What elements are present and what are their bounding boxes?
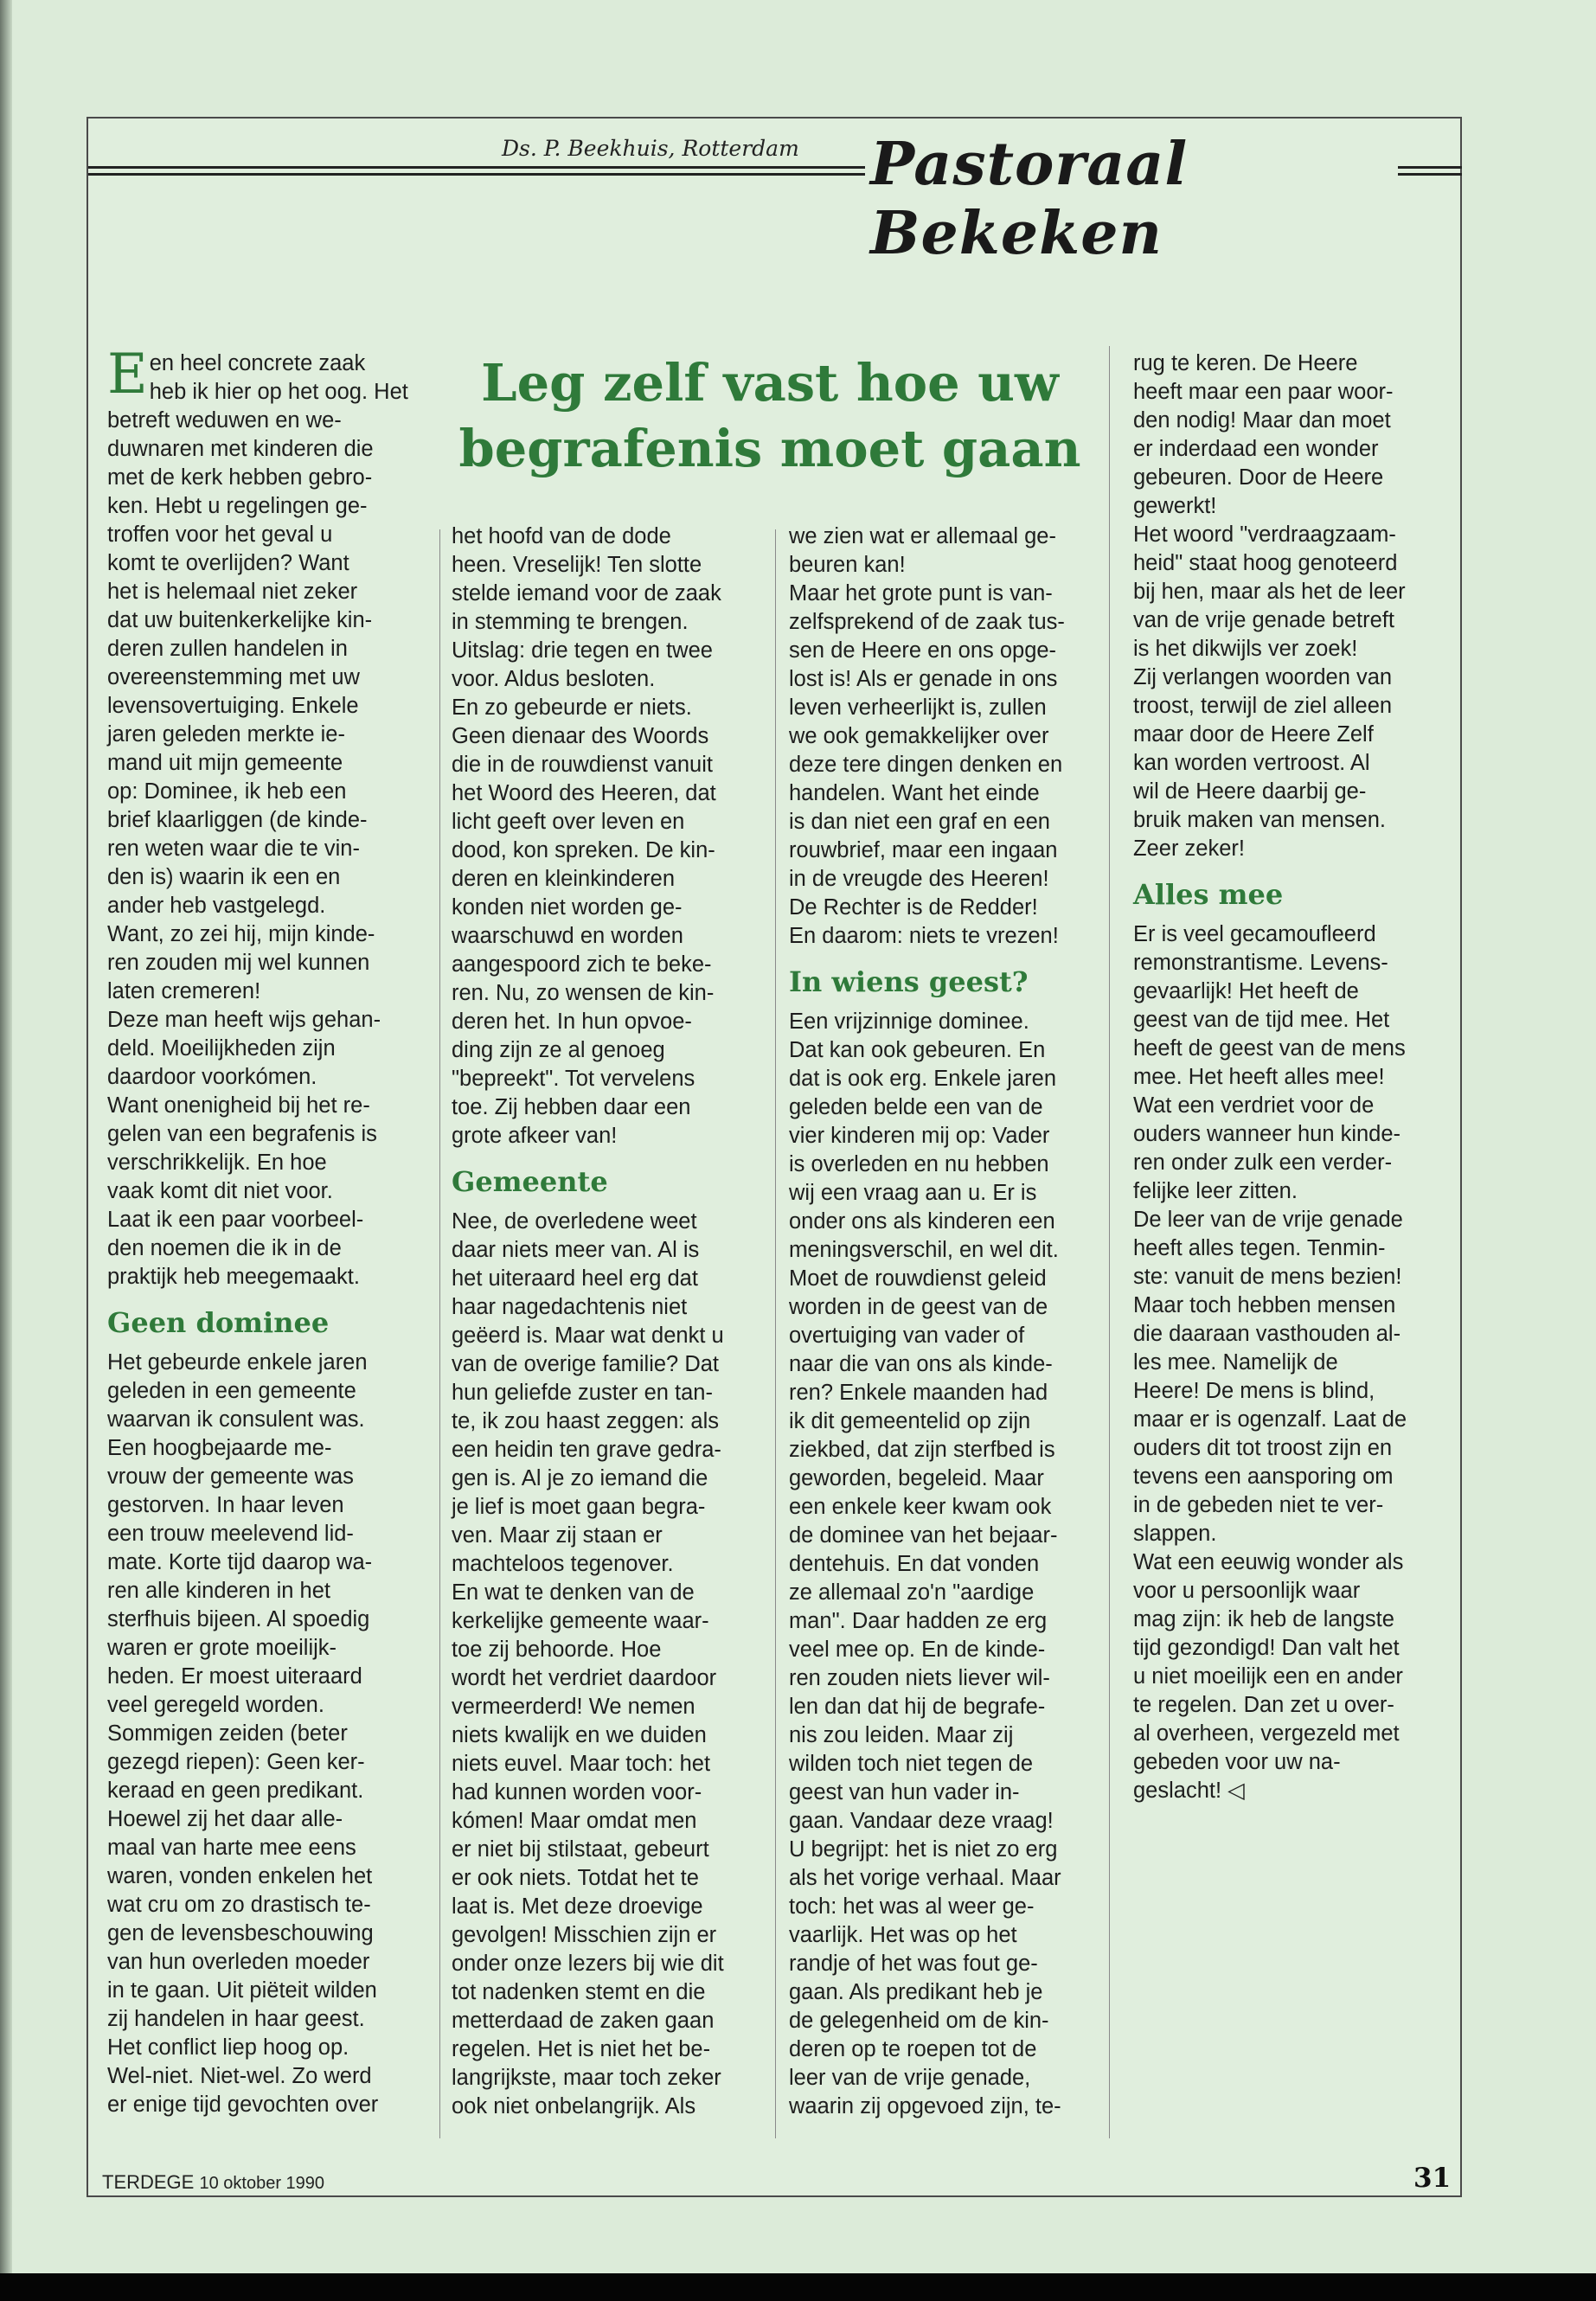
section-heading-in-wiens-geest: In wiens geest? [789, 965, 1029, 998]
text-line: felijke leer zitten. [1133, 1179, 1298, 1203]
text-line: levensovertuiging. Enkele [107, 694, 359, 718]
text-line: kómen! Maar omdat men [452, 1809, 697, 1833]
text-line: ren. Nu, zo wensen de kin- [452, 981, 715, 1005]
text-line: ook niet onbelangrijk. Als [452, 2094, 696, 2118]
text-line: sterfhuis bijeen. Al spoedig [107, 1607, 370, 1631]
text-line: ouders dit tot troost zijn en [1133, 1436, 1393, 1460]
text-line: voor. Aldus besloten. [452, 667, 656, 691]
text-line: betreft weduwen en we- [107, 408, 342, 433]
text-line: Wat een verdriet voor de [1133, 1093, 1375, 1118]
text-line: van hun overleden moeder [107, 1950, 370, 1974]
text-line: ren zouden mij wel kunnen [107, 951, 370, 975]
text-line: mand uit mijn gemeente [107, 751, 343, 775]
text-line: ren onder zulk een verder- [1133, 1150, 1393, 1175]
text-line: we zien wat er allemaal ge- [789, 524, 1056, 548]
text-line: De leer van de vrije genade [1133, 1208, 1403, 1232]
text-line: deren en kleinkinderen [452, 867, 676, 891]
text-line: verschrikkelijk. En hoe [107, 1150, 327, 1175]
text-line: veel geregeld worden. [107, 1693, 324, 1717]
text-line: heden. Er moest uiteraard [107, 1664, 362, 1689]
article-headline [450, 350, 1090, 482]
text-line: vaarlijk. Het was op het [789, 1923, 1017, 1947]
text-line: geest van hun vader in- [789, 1780, 1020, 1804]
text-line: "bepreekt". Tot vervelens [452, 1067, 695, 1091]
text-line: machteloos tegenover. [452, 1552, 674, 1576]
text-line: waarin zij opgevoed zijn, te- [789, 2094, 1061, 2118]
text-line: nis zou leiden. Maar zij [789, 1723, 1014, 1747]
text-line: Het conflict liep hoog op. [107, 2035, 349, 2060]
text-line: gestorven. In haar leven [107, 1493, 344, 1517]
text-line: Nee, de overledene weet [452, 1209, 697, 1234]
text-line: geslacht! ◁ [1133, 1779, 1245, 1803]
text-line: toch: het was al weer ge- [789, 1894, 1035, 1919]
text-line: remonstrantisme. Levens- [1133, 951, 1388, 975]
text-line: maar door de Heere Zelf [1133, 722, 1374, 747]
text-line: een trouw meelevend lid- [107, 1522, 354, 1546]
text-line: geleden in een gemeente [107, 1379, 356, 1403]
section-heading-geen-dominee: Geen dominee [107, 1306, 330, 1339]
text-line: ven. Maar zij staan er [452, 1523, 663, 1548]
text-line: vaak komt dit niet voor. [107, 1179, 333, 1203]
text-line: den noemen die ik in de [107, 1236, 342, 1260]
text-line: geëerd is. Maar wat denkt u [452, 1324, 724, 1348]
text-line: te regelen. Dan zet u over- [1133, 1693, 1394, 1717]
text-line: het Woord des Heeren, dat [452, 781, 716, 805]
text-line: zelfsprekend of de zaak tus- [789, 610, 1065, 634]
text-line: Er is veel gecamoufleerd [1133, 922, 1376, 946]
text-line: mee. Het heeft alles mee! [1133, 1065, 1385, 1089]
text-line: waren, vonden enkelen het [107, 1864, 373, 1888]
text-line: Moet de rouwdienst geleid [789, 1266, 1047, 1291]
text-line: wordt het verdriet daardoor [452, 1666, 717, 1690]
text-line: geworden, begeleid. Maar [789, 1466, 1044, 1490]
text-line: Want, zo zei hij, mijn kinde- [107, 922, 375, 946]
text-line: te, ik zou haast zeggen: als [452, 1409, 720, 1433]
text-line: onder ons als kinderen een [789, 1209, 1055, 1234]
text-line: geest van de tijd mee. Het [1133, 1008, 1390, 1032]
text-line: ste: vanuit de mens bezien! [1133, 1265, 1402, 1289]
text-line: naar die van ons als kinde- [789, 1352, 1053, 1376]
text-line: heeft maar een paar woor- [1133, 380, 1394, 404]
text-line: dood, kon spreken. De kin- [452, 838, 715, 862]
text-line: dat is ook erg. Enkele jaren [789, 1067, 1057, 1091]
text-line: dat uw buitenkerkelijke kin- [107, 608, 373, 632]
paragraph-intro [107, 343, 436, 1292]
text-line: Wel-niet. Niet-wel. Zo werd [107, 2064, 372, 2088]
text-line: leven verheerlijkt is, zullen [789, 695, 1047, 720]
text-line: heeft de geest van de mens [1133, 1036, 1406, 1061]
text-line: is het dikwijls ver zoek! [1133, 637, 1358, 661]
text-line: leer van de vrije genade, [789, 2066, 1031, 2090]
text-line: die in de rouwdienst vanuit [452, 753, 713, 777]
text-line: Hoewel zij het daar alle- [107, 1807, 343, 1831]
column-3 [789, 522, 1109, 2121]
scan-bottom-bar [0, 2273, 1596, 2301]
text-line: stelde iemand voor de zaak [452, 581, 721, 606]
text-line: brief klaarliggen (de kinde- [107, 808, 368, 832]
text-line: had kunnen worden voor- [452, 1780, 702, 1804]
text-line: metterdaad de zaken gaan [452, 2009, 715, 2033]
column-4 [1133, 349, 1453, 1805]
text-line: komt te overlijden? Want [107, 551, 349, 575]
text-line: randje of het was fout ge- [789, 1952, 1038, 1976]
text-line: ding zijn ze al genoeg [452, 1038, 665, 1062]
text-line: De Rechter is de Redder! [789, 895, 1038, 920]
text-line: ren zouden niets liever wil- [789, 1666, 1050, 1690]
text-line: wil de Heere daarbij ge- [1133, 779, 1367, 804]
text-line: ren weten waar die te vin- [107, 836, 360, 861]
text-line: troffen voor het geval u [107, 522, 333, 547]
drop-cap: E [107, 343, 148, 407]
text-line: wilden toch niet tegen de [789, 1752, 1034, 1776]
text-line: waarvan ik consulent was. [107, 1407, 365, 1432]
text-line: geleden belde een van de [789, 1095, 1043, 1119]
text-line: deren op te roepen tot de [789, 2037, 1037, 2061]
text-line: zij handelen in haar geest. [107, 2007, 365, 2031]
text-line: daar niets meer van. Al is [452, 1238, 700, 1262]
footer-publication [102, 2171, 324, 2194]
text-line: lost is! Als er genade in ons [789, 667, 1058, 691]
text-line: Het gebeurde enkele jaren [107, 1350, 368, 1375]
text-line: handelen. Want het einde [789, 781, 1040, 805]
text-line: toe zij behoorde. Hoe [452, 1638, 662, 1662]
text-line: als het vorige verhaal. Maar [789, 1866, 1061, 1890]
text-line: Uitslag: drie tegen en twee [452, 638, 713, 663]
text-line: regelen. Het is niet het be- [452, 2037, 711, 2061]
text-line: een enkele keer kwam ook [789, 1495, 1052, 1519]
text-line: vrouw der gemeente was [107, 1465, 354, 1489]
text-line: meningsverschil, en wel dit. [789, 1238, 1059, 1262]
text-line: dentehuis. En dat vonden [789, 1552, 1040, 1576]
text-line: beuren kan! [789, 553, 906, 577]
text-line: praktijk heb meegemaakt. [107, 1265, 360, 1289]
text-line: ziekbed, dat zijn sterfbed is [789, 1438, 1055, 1462]
headline-line: Leg zelf vast hoe uw [481, 353, 1059, 413]
text-line: U begrijpt: het is niet zo erg [789, 1837, 1058, 1862]
page-left-edge [0, 0, 12, 2273]
text-line: Heere! De mens is blind, [1133, 1379, 1375, 1403]
section-heading-alles-mee: Alles mee [1133, 878, 1284, 911]
headline-line: begrafenis moet gaan [458, 419, 1081, 478]
text-line: Maar het grote punt is van- [789, 581, 1053, 606]
text-line: duwnaren met kinderen die [107, 437, 374, 461]
text-line: niets kwalijk en we duiden [452, 1723, 707, 1747]
text-line: worden in de geest van de [789, 1295, 1048, 1319]
text-line: heen. Vreselijk! Ten slotte [452, 553, 702, 577]
text-line: heb ik hier op het oog. Het [149, 380, 408, 404]
column-2 [452, 522, 772, 2121]
text-line: gelen van een begrafenis is [107, 1122, 377, 1146]
text-line: gevolgen! Misschien zijn er [452, 1923, 717, 1947]
text-line: is overleden en nu hebben [789, 1152, 1049, 1176]
text-line: langrijkste, maar toch zeker [452, 2066, 721, 2090]
text-line: gen is. Al je zo iemand die [452, 1466, 708, 1490]
text-line: je lief is moet gaan begra- [452, 1495, 706, 1519]
text-line: gebeuren. Door de Heere [1133, 465, 1384, 490]
text-line: onder onze lezers bij wie dit [452, 1952, 724, 1976]
text-line: tijd gezondigd! Dan valt het [1133, 1636, 1400, 1660]
text-line: vermeerderd! We nemen [452, 1695, 695, 1719]
text-line: gaan. Als predikant heb je [789, 1980, 1043, 2004]
paragraph [107, 1349, 436, 2119]
text-line: mate. Korte tijd daarop wa- [107, 1550, 373, 1574]
text-line: veel mee op. En de kinde- [789, 1638, 1046, 1662]
text-line: waarschuwd en worden [452, 924, 683, 948]
text-line: Zeer zeker! [1133, 836, 1245, 861]
text-line: er ook niets. Totdat het te [452, 1866, 699, 1890]
text-line: rug te keren. De Heere [1133, 351, 1358, 375]
text-line: ren alle kinderen in het [107, 1579, 331, 1603]
text-line: u niet moeilijk een en ander [1133, 1664, 1403, 1689]
text-line: jaren geleden merkte ie- [107, 722, 345, 747]
text-line: deren het. In hun opvoe- [452, 1009, 692, 1034]
text-line: En daarom: niets te vrezen! [789, 924, 1059, 948]
text-line: overeenstemming met uw [107, 665, 360, 689]
text-line: man". Daar hadden ze erg [789, 1609, 1048, 1633]
column-rule [1109, 346, 1110, 2138]
text-line: het is helemaal niet zeker [107, 580, 358, 604]
text-line: overtuiging van vader of [789, 1324, 1025, 1348]
text-line: deld. Moeilijkheden zijn [107, 1036, 336, 1061]
text-line: daardoor voorkómen. [107, 1065, 317, 1089]
text-line: maar er is ogenzalf. Laat de [1133, 1407, 1407, 1432]
text-line: toe. Zij hebben daar een [452, 1095, 691, 1119]
text-line: een heidin ten grave gedra- [452, 1438, 721, 1462]
text-line: in te gaan. Uit piëteit wilden [107, 1978, 377, 2003]
text-line: troost, terwijl de ziel alleen [1133, 694, 1393, 718]
text-line: gaan. Vandaar deze vraag! [789, 1809, 1054, 1833]
text-line: sen de Heere en ons opge- [789, 638, 1057, 663]
issue-date: 10 oktober 1990 [199, 2174, 325, 2193]
text-line: gezegd riepen): Geen ker- [107, 1750, 365, 1774]
text-line: keraad en geen predikant. [107, 1779, 364, 1803]
paragraph [789, 522, 1109, 951]
text-line: slappen. [1133, 1522, 1217, 1546]
text-line: En zo gebeurde er niets. [452, 695, 692, 720]
text-line: Sommigen zeiden (beter [107, 1721, 348, 1746]
text-line: den nodig! Maar dan moet [1133, 408, 1391, 433]
text-line: Zij verlangen woorden van [1133, 665, 1393, 689]
text-line: wat cru om zo drastisch te- [107, 1893, 371, 1917]
text-line: in stemming te brengen. [452, 610, 689, 634]
author-line: Ds. P. Beekhuis, Rotterdam [493, 136, 808, 161]
text-line: er niet bij stilstaat, gebeurt [452, 1837, 709, 1862]
text-line: tot nadenken stemt en die [452, 1980, 706, 2004]
text-line: waren er grote moeilijk- [107, 1636, 337, 1660]
text-line: we ook gemakkelijker over [789, 724, 1049, 748]
text-line: ren? Enkele maanden had [789, 1381, 1048, 1405]
text-line: laten cremeren! [107, 979, 261, 1003]
text-line: al overheen, vergezeld met [1133, 1721, 1400, 1746]
text-line: is dan niet een graf en een [789, 810, 1050, 834]
text-line: licht geeft over leven en [452, 810, 685, 834]
text-line: ander heb vastgelegd. [107, 894, 326, 918]
text-line: deze tere dingen denken en [789, 753, 1063, 777]
section-heading-gemeente: Gemeente [452, 1165, 608, 1198]
text-line: kerkelijke gemeente waar- [452, 1609, 709, 1633]
column-1 [107, 343, 436, 2119]
rubric-title: Pastoraal Bekeken [865, 130, 1398, 268]
text-line: er inderdaad een wonder [1133, 437, 1379, 461]
text-line: er enige tijd gevochten over [107, 2093, 379, 2117]
text-line: kan worden vertroost. Al [1133, 751, 1370, 775]
text-line: in de vreugde des Heeren! [789, 867, 1049, 891]
text-line: van de vrije genade betreft [1133, 608, 1394, 632]
text-line: Het woord "verdraagzaam- [1133, 522, 1396, 547]
text-line: ik dit gemeentelid op zijn [789, 1409, 1031, 1433]
text-line: van de overige familie? Dat [452, 1352, 720, 1376]
text-line: konden niet worden ge- [452, 895, 683, 920]
text-line: heeft alles tegen. Tenmin- [1133, 1236, 1386, 1260]
text-line: niets euvel. Maar toch: het [452, 1752, 711, 1776]
text-line: hun geliefde zuster en tan- [452, 1381, 713, 1405]
text-line: den is) waarin ik een en [107, 865, 341, 889]
text-line: gevaarlijk! Het heeft de [1133, 979, 1359, 1003]
text-line: Dat kan ook gebeuren. En [789, 1038, 1046, 1062]
text-line: het uiteraard heel erg dat [452, 1266, 698, 1291]
text-line: Geen dienaar des Woords [452, 724, 709, 748]
text-line: die daaraan vasthouden al- [1133, 1322, 1401, 1346]
text-line: Een vrijzinnige dominee. [789, 1009, 1029, 1034]
text-line: Laat ik een paar voorbeel- [107, 1208, 364, 1232]
text-line: Maar toch hebben mensen [1133, 1293, 1396, 1317]
text-line: bij hen, maar als het de leer [1133, 580, 1406, 604]
paragraph [452, 1208, 772, 2121]
paragraph [452, 522, 772, 1150]
text-line: voor u persoonlijk waar [1133, 1579, 1361, 1603]
page-number: 31 [1413, 2163, 1452, 2194]
text-line: les mee. Namelijk de [1133, 1350, 1338, 1375]
text-line: ouders wanneer hun kinde- [1133, 1122, 1401, 1146]
text-line: op: Dominee, ik heb een [107, 779, 347, 804]
text-line: gen de levensbeschouwing [107, 1921, 374, 1945]
text-line: wij een vraag aan u. Er is [789, 1181, 1037, 1205]
text-line: gebeden voor uw na- [1133, 1750, 1341, 1774]
text-line: rouwbrief, maar een ingaan [789, 838, 1058, 862]
text-line: En wat te denken van de [452, 1580, 695, 1605]
column-rule [775, 529, 776, 2138]
text-line: de gelegenheid om de kin- [789, 2009, 1049, 2033]
text-line: maal van harte mee eens [107, 1836, 356, 1860]
text-line: ze allemaal zo'n "aardige [789, 1580, 1035, 1605]
text-line: Wat een eeuwig wonder als [1133, 1550, 1404, 1574]
text-line: aangespoord zich te beke- [452, 952, 712, 977]
text-line: haar nagedachtenis niet [452, 1295, 688, 1319]
text-line: mag zijn: ik heb de langste [1133, 1607, 1394, 1631]
text-line: de dominee van het bejaar- [789, 1523, 1058, 1548]
paragraph [789, 1008, 1109, 2121]
text-line: met de kerk hebben gebro- [107, 465, 373, 490]
text-line: Want onenigheid bij het re- [107, 1093, 370, 1118]
text-line: heid" staat hoog genoteerd [1133, 551, 1398, 575]
text-line: len dan dat hij de begrafe- [789, 1695, 1046, 1719]
text-line: het hoofd van de dode [452, 524, 671, 548]
text-line: ken. Hebt u regelingen ge- [107, 494, 368, 518]
publication-name: TERDEGE [102, 2171, 195, 2193]
text-line: vier kinderen mij op: Vader [789, 1124, 1050, 1148]
text-line: Een hoogbejaarde me- [107, 1436, 332, 1460]
paragraph [1133, 920, 1453, 1805]
text-line: in de gebeden niet te ver- [1133, 1493, 1384, 1517]
text-line: tevens een aansporing om [1133, 1465, 1394, 1489]
text-line: laat is. Met deze droevige [452, 1894, 703, 1919]
text-line: deren zullen handelen in [107, 637, 348, 661]
text-line: bruik maken van mensen. [1133, 808, 1386, 832]
text-line: grote afkeer van! [452, 1124, 618, 1148]
text-line: en heel concrete zaak [149, 351, 366, 375]
text-line: Deze man heeft wijs gehan- [107, 1008, 381, 1032]
column-rule [439, 529, 440, 2138]
text-line: gewerkt! [1133, 494, 1217, 518]
paragraph [1133, 349, 1453, 863]
